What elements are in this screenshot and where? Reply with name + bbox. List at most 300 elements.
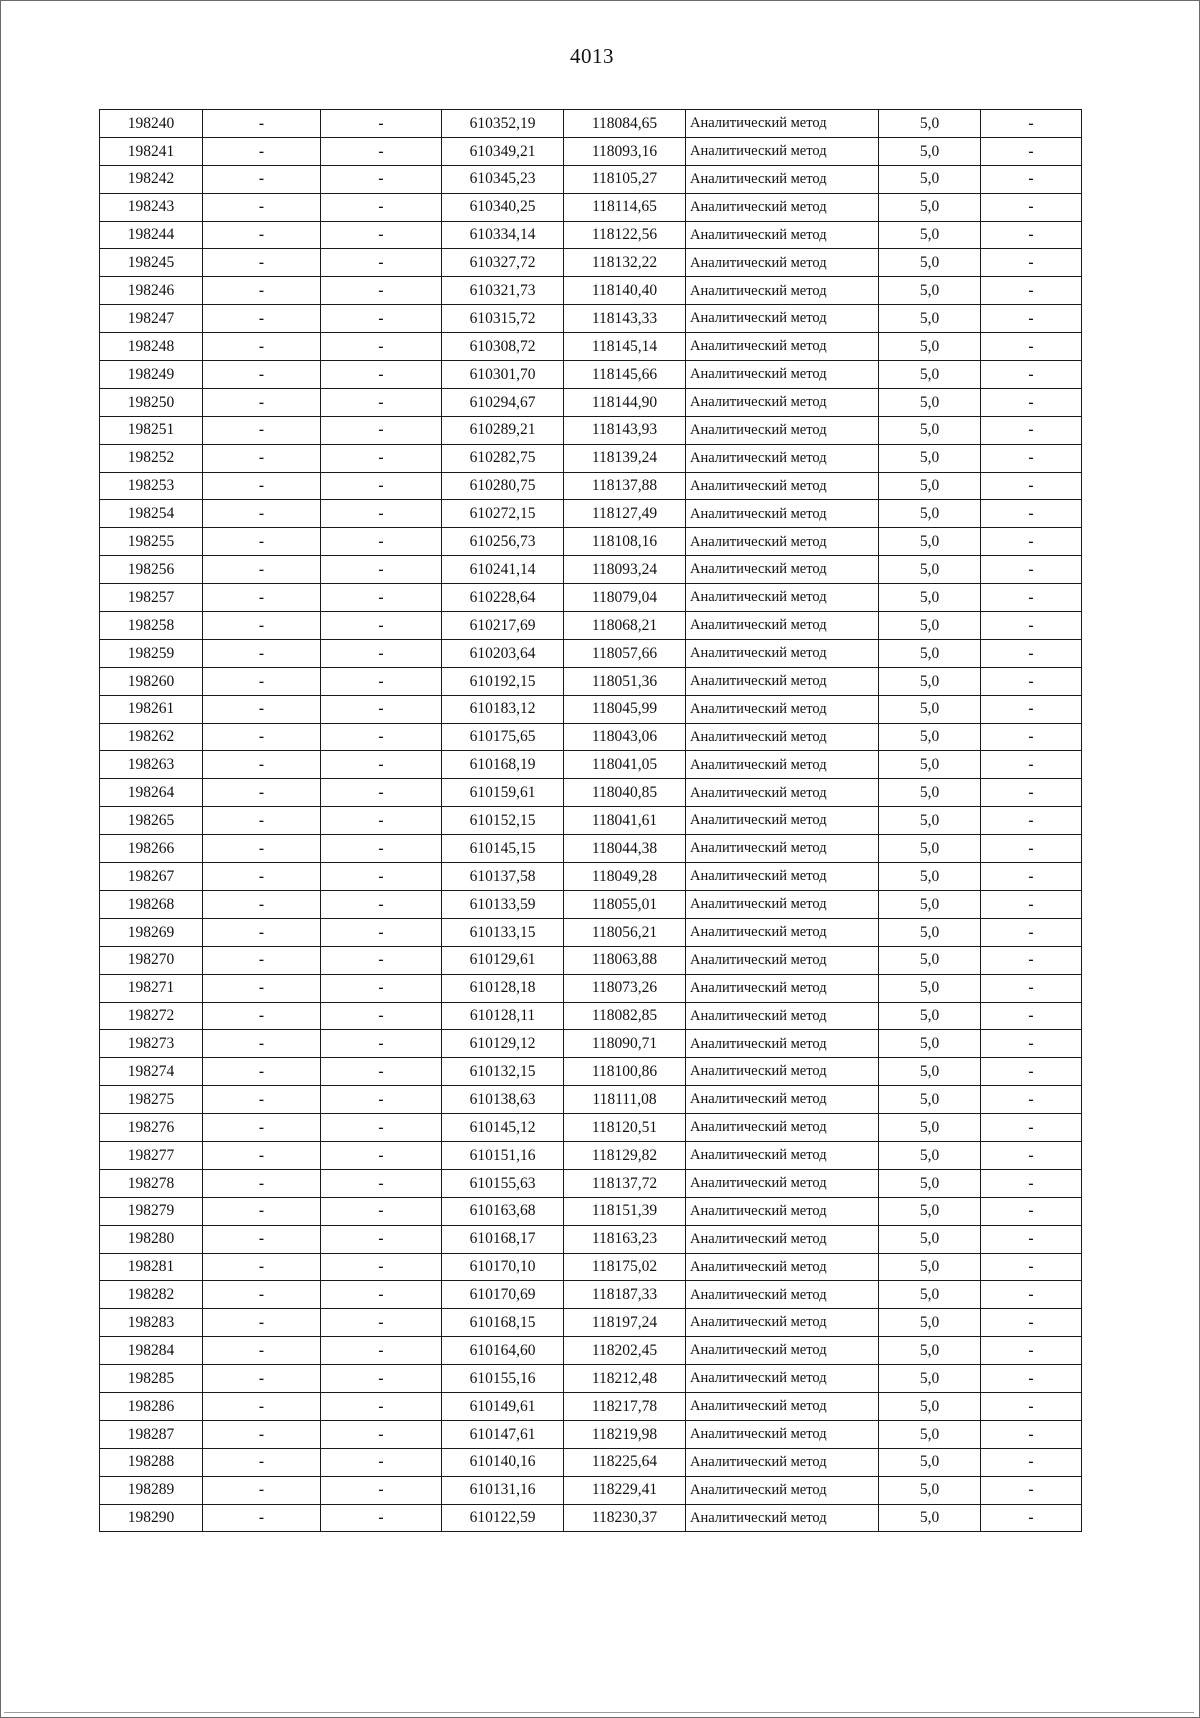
method-cell: Аналитический метод — [686, 249, 879, 277]
dash-cell-c: - — [981, 695, 1082, 723]
dash-cell-c: - — [981, 1114, 1082, 1142]
dash-cell-b: - — [321, 1058, 442, 1086]
table-row — [100, 472, 1082, 500]
dash-cell-b: - — [321, 1476, 442, 1504]
x-coordinate-cell: 610164,60 — [442, 1337, 564, 1365]
accuracy-cell: 5,0 — [879, 416, 981, 444]
dash-cell-a: - — [203, 556, 321, 584]
dash-cell-c: - — [981, 863, 1082, 891]
x-coordinate-cell: 610132,15 — [442, 1058, 564, 1086]
table-row — [100, 137, 1082, 165]
dash-cell-a: - — [203, 1058, 321, 1086]
method-cell: Аналитический метод — [686, 1197, 879, 1225]
dash-cell-c: - — [981, 193, 1082, 221]
y-coordinate-cell: 118219,98 — [564, 1420, 686, 1448]
page-number: 4013 — [570, 44, 614, 68]
dash-cell-b: - — [321, 500, 442, 528]
accuracy-cell: 5,0 — [879, 1392, 981, 1420]
accuracy-cell: 5,0 — [879, 388, 981, 416]
dash-cell-b: - — [321, 1420, 442, 1448]
y-coordinate-cell: 118090,71 — [564, 1030, 686, 1058]
y-coordinate-cell: 118132,22 — [564, 249, 686, 277]
dash-cell-c: - — [981, 110, 1082, 138]
accuracy-cell: 5,0 — [879, 1002, 981, 1030]
table-row — [100, 1253, 1082, 1281]
accuracy-cell: 5,0 — [879, 667, 981, 695]
dash-cell-b: - — [321, 1281, 442, 1309]
accuracy-cell: 5,0 — [879, 1086, 981, 1114]
point-number-cell: 198249 — [100, 361, 203, 389]
dash-cell-c: - — [981, 974, 1082, 1002]
dash-cell-a: - — [203, 667, 321, 695]
dash-cell-a: - — [203, 1476, 321, 1504]
y-coordinate-cell: 118143,93 — [564, 416, 686, 444]
point-number-cell: 198271 — [100, 974, 203, 1002]
x-coordinate-cell: 610147,61 — [442, 1420, 564, 1448]
dash-cell-a: - — [203, 165, 321, 193]
method-cell: Аналитический метод — [686, 890, 879, 918]
x-coordinate-cell: 610272,15 — [442, 500, 564, 528]
dash-cell-b: - — [321, 416, 442, 444]
point-number-cell: 198270 — [100, 946, 203, 974]
dash-cell-c: - — [981, 556, 1082, 584]
dash-cell-a: - — [203, 890, 321, 918]
x-coordinate-cell: 610203,64 — [442, 639, 564, 667]
y-coordinate-cell: 118044,38 — [564, 835, 686, 863]
scan-edge-line — [4, 1712, 1194, 1713]
point-number-cell: 198283 — [100, 1309, 203, 1337]
dash-cell-a: - — [203, 1448, 321, 1476]
dash-cell-a: - — [203, 444, 321, 472]
dash-cell-b: - — [321, 667, 442, 695]
x-coordinate-cell: 610345,23 — [442, 165, 564, 193]
x-coordinate-cell: 610301,70 — [442, 361, 564, 389]
point-number-cell: 198252 — [100, 444, 203, 472]
dash-cell-a: - — [203, 639, 321, 667]
x-coordinate-cell: 610349,21 — [442, 137, 564, 165]
table-row — [100, 110, 1082, 138]
dash-cell-c: - — [981, 361, 1082, 389]
accuracy-cell: 5,0 — [879, 751, 981, 779]
x-coordinate-cell: 610340,25 — [442, 193, 564, 221]
table-row — [100, 1365, 1082, 1393]
method-cell: Аналитический метод — [686, 1114, 879, 1142]
point-number-cell: 198243 — [100, 193, 203, 221]
method-cell: Аналитический метод — [686, 193, 879, 221]
dash-cell-b: - — [321, 165, 442, 193]
dash-cell-a: - — [203, 333, 321, 361]
point-number-cell: 198264 — [100, 779, 203, 807]
table-row — [100, 221, 1082, 249]
method-cell: Аналитический метод — [686, 1448, 879, 1476]
x-coordinate-cell: 610145,12 — [442, 1114, 564, 1142]
table-row — [100, 1225, 1082, 1253]
table-row — [100, 1309, 1082, 1337]
x-coordinate-cell: 610155,63 — [442, 1169, 564, 1197]
dash-cell-c: - — [981, 1002, 1082, 1030]
accuracy-cell: 5,0 — [879, 277, 981, 305]
y-coordinate-cell: 118100,86 — [564, 1058, 686, 1086]
accuracy-cell: 5,0 — [879, 1141, 981, 1169]
dash-cell-a: - — [203, 193, 321, 221]
accuracy-cell: 5,0 — [879, 361, 981, 389]
dash-cell-b: - — [321, 723, 442, 751]
dash-cell-c: - — [981, 500, 1082, 528]
coordinates-table — [99, 109, 1082, 1532]
dash-cell-a: - — [203, 807, 321, 835]
y-coordinate-cell: 118137,88 — [564, 472, 686, 500]
table-row — [100, 612, 1082, 640]
point-number-cell: 198258 — [100, 612, 203, 640]
dash-cell-c: - — [981, 807, 1082, 835]
dash-cell-a: - — [203, 500, 321, 528]
dash-cell-a: - — [203, 472, 321, 500]
x-coordinate-cell: 610282,75 — [442, 444, 564, 472]
method-cell: Аналитический метод — [686, 472, 879, 500]
dash-cell-c: - — [981, 835, 1082, 863]
method-cell: Аналитический метод — [686, 1504, 879, 1532]
accuracy-cell: 5,0 — [879, 639, 981, 667]
point-number-cell: 198277 — [100, 1141, 203, 1169]
dash-cell-a: - — [203, 584, 321, 612]
dash-cell-b: - — [321, 333, 442, 361]
point-number-cell: 198263 — [100, 751, 203, 779]
dash-cell-b: - — [321, 361, 442, 389]
dash-cell-b: - — [321, 137, 442, 165]
x-coordinate-cell: 610138,63 — [442, 1086, 564, 1114]
table-row — [100, 1169, 1082, 1197]
accuracy-cell: 5,0 — [879, 974, 981, 1002]
dash-cell-a: - — [203, 946, 321, 974]
method-cell: Аналитический метод — [686, 918, 879, 946]
method-cell: Аналитический метод — [686, 1281, 879, 1309]
point-number-cell: 198244 — [100, 221, 203, 249]
x-coordinate-cell: 610133,15 — [442, 918, 564, 946]
dash-cell-b: - — [321, 1086, 442, 1114]
dash-cell-c: - — [981, 1309, 1082, 1337]
dash-cell-a: - — [203, 1392, 321, 1420]
dash-cell-b: - — [321, 890, 442, 918]
accuracy-cell: 5,0 — [879, 946, 981, 974]
accuracy-cell: 5,0 — [879, 1114, 981, 1142]
dash-cell-a: - — [203, 1002, 321, 1030]
y-coordinate-cell: 118079,04 — [564, 584, 686, 612]
dash-cell-c: - — [981, 1086, 1082, 1114]
x-coordinate-cell: 610168,19 — [442, 751, 564, 779]
dash-cell-a: - — [203, 1281, 321, 1309]
x-coordinate-cell: 610129,12 — [442, 1030, 564, 1058]
dash-cell-a: - — [203, 1253, 321, 1281]
y-coordinate-cell: 118068,21 — [564, 612, 686, 640]
x-coordinate-cell: 610217,69 — [442, 612, 564, 640]
method-cell: Аналитический метод — [686, 639, 879, 667]
y-coordinate-cell: 118145,14 — [564, 333, 686, 361]
point-number-cell: 198279 — [100, 1197, 203, 1225]
table-row — [100, 500, 1082, 528]
dash-cell-a: - — [203, 1365, 321, 1393]
method-cell: Аналитический метод — [686, 1392, 879, 1420]
point-number-cell: 198267 — [100, 863, 203, 891]
accuracy-cell: 5,0 — [879, 1169, 981, 1197]
table-row — [100, 974, 1082, 1002]
point-number-cell: 198246 — [100, 277, 203, 305]
dash-cell-c: - — [981, 444, 1082, 472]
accuracy-cell: 5,0 — [879, 835, 981, 863]
accuracy-cell: 5,0 — [879, 612, 981, 640]
accuracy-cell: 5,0 — [879, 556, 981, 584]
method-cell: Аналитический метод — [686, 835, 879, 863]
table-row — [100, 277, 1082, 305]
point-number-cell: 198284 — [100, 1337, 203, 1365]
accuracy-cell: 5,0 — [879, 723, 981, 751]
dash-cell-a: - — [203, 751, 321, 779]
dash-cell-a: - — [203, 1141, 321, 1169]
table-row — [100, 667, 1082, 695]
table-row — [100, 946, 1082, 974]
dash-cell-b: - — [321, 1225, 442, 1253]
accuracy-cell: 5,0 — [879, 165, 981, 193]
dash-cell-b: - — [321, 1197, 442, 1225]
dash-cell-c: - — [981, 1476, 1082, 1504]
dash-cell-c: - — [981, 221, 1082, 249]
dash-cell-b: - — [321, 1169, 442, 1197]
y-coordinate-cell: 118051,36 — [564, 667, 686, 695]
accuracy-cell: 5,0 — [879, 528, 981, 556]
dash-cell-a: - — [203, 918, 321, 946]
table-row — [100, 1281, 1082, 1309]
x-coordinate-cell: 610228,64 — [442, 584, 564, 612]
accuracy-cell: 5,0 — [879, 695, 981, 723]
method-cell: Аналитический метод — [686, 779, 879, 807]
dash-cell-c: - — [981, 1504, 1082, 1532]
point-number-cell: 198242 — [100, 165, 203, 193]
dash-cell-a: - — [203, 416, 321, 444]
method-cell: Аналитический метод — [686, 305, 879, 333]
x-coordinate-cell: 610151,16 — [442, 1141, 564, 1169]
method-cell: Аналитический метод — [686, 500, 879, 528]
accuracy-cell: 5,0 — [879, 1309, 981, 1337]
accuracy-cell: 5,0 — [879, 863, 981, 891]
dash-cell-a: - — [203, 305, 321, 333]
dash-cell-b: - — [321, 946, 442, 974]
y-coordinate-cell: 118145,66 — [564, 361, 686, 389]
dash-cell-a: - — [203, 779, 321, 807]
method-cell: Аналитический метод — [686, 1420, 879, 1448]
x-coordinate-cell: 610315,72 — [442, 305, 564, 333]
x-coordinate-cell: 610294,67 — [442, 388, 564, 416]
accuracy-cell: 5,0 — [879, 1476, 981, 1504]
dash-cell-c: - — [981, 1030, 1082, 1058]
dash-cell-a: - — [203, 723, 321, 751]
point-number-cell: 198280 — [100, 1225, 203, 1253]
x-coordinate-cell: 610152,15 — [442, 807, 564, 835]
accuracy-cell: 5,0 — [879, 584, 981, 612]
dash-cell-b: - — [321, 528, 442, 556]
table-row — [100, 1504, 1082, 1532]
dash-cell-a: - — [203, 1030, 321, 1058]
accuracy-cell: 5,0 — [879, 1504, 981, 1532]
method-cell: Аналитический метод — [686, 137, 879, 165]
x-coordinate-cell: 610289,21 — [442, 416, 564, 444]
accuracy-cell: 5,0 — [879, 137, 981, 165]
dash-cell-c: - — [981, 667, 1082, 695]
table-row — [100, 1337, 1082, 1365]
point-number-cell: 198278 — [100, 1169, 203, 1197]
dash-cell-a: - — [203, 528, 321, 556]
accuracy-cell: 5,0 — [879, 807, 981, 835]
method-cell: Аналитический метод — [686, 1169, 879, 1197]
y-coordinate-cell: 118105,27 — [564, 165, 686, 193]
dash-cell-a: - — [203, 1169, 321, 1197]
y-coordinate-cell: 118230,37 — [564, 1504, 686, 1532]
dash-cell-b: - — [321, 221, 442, 249]
point-number-cell: 198287 — [100, 1420, 203, 1448]
dash-cell-c: - — [981, 612, 1082, 640]
dash-cell-c: - — [981, 1169, 1082, 1197]
y-coordinate-cell: 118049,28 — [564, 863, 686, 891]
method-cell: Аналитический метод — [686, 388, 879, 416]
y-coordinate-cell: 118217,78 — [564, 1392, 686, 1420]
accuracy-cell: 5,0 — [879, 305, 981, 333]
table-row — [100, 723, 1082, 751]
dash-cell-b: - — [321, 695, 442, 723]
dash-cell-b: - — [321, 1365, 442, 1393]
y-coordinate-cell: 118129,82 — [564, 1141, 686, 1169]
method-cell: Аналитический метод — [686, 807, 879, 835]
y-coordinate-cell: 118041,61 — [564, 807, 686, 835]
x-coordinate-cell: 610149,61 — [442, 1392, 564, 1420]
table-row — [100, 695, 1082, 723]
accuracy-cell: 5,0 — [879, 221, 981, 249]
y-coordinate-cell: 118144,90 — [564, 388, 686, 416]
y-coordinate-cell: 118143,33 — [564, 305, 686, 333]
dash-cell-a: - — [203, 863, 321, 891]
dash-cell-a: - — [203, 249, 321, 277]
dash-cell-c: - — [981, 639, 1082, 667]
dash-cell-c: - — [981, 165, 1082, 193]
point-number-cell: 198265 — [100, 807, 203, 835]
dash-cell-b: - — [321, 444, 442, 472]
point-number-cell: 198259 — [100, 639, 203, 667]
dash-cell-c: - — [981, 277, 1082, 305]
method-cell: Аналитический метод — [686, 1337, 879, 1365]
method-cell: Аналитический метод — [686, 1030, 879, 1058]
method-cell: Аналитический метод — [686, 1225, 879, 1253]
y-coordinate-cell: 118197,24 — [564, 1309, 686, 1337]
method-cell: Аналитический метод — [686, 946, 879, 974]
point-number-cell: 198268 — [100, 890, 203, 918]
method-cell: Аналитический метод — [686, 1476, 879, 1504]
dash-cell-c: - — [981, 1448, 1082, 1476]
table-row — [100, 1392, 1082, 1420]
dash-cell-a: - — [203, 221, 321, 249]
method-cell: Аналитический метод — [686, 1002, 879, 1030]
x-coordinate-cell: 610175,65 — [442, 723, 564, 751]
point-number-cell: 198241 — [100, 137, 203, 165]
table-row — [100, 1114, 1082, 1142]
dash-cell-c: - — [981, 751, 1082, 779]
dash-cell-a: - — [203, 110, 321, 138]
dash-cell-a: - — [203, 277, 321, 305]
accuracy-cell: 5,0 — [879, 1420, 981, 1448]
accuracy-cell: 5,0 — [879, 193, 981, 221]
method-cell: Аналитический метод — [686, 584, 879, 612]
table-row — [100, 388, 1082, 416]
dash-cell-a: - — [203, 1086, 321, 1114]
accuracy-cell: 5,0 — [879, 1197, 981, 1225]
dash-cell-b: - — [321, 1392, 442, 1420]
dash-cell-a: - — [203, 388, 321, 416]
y-coordinate-cell: 118084,65 — [564, 110, 686, 138]
dash-cell-b: - — [321, 835, 442, 863]
y-coordinate-cell: 118122,56 — [564, 221, 686, 249]
y-coordinate-cell: 118082,85 — [564, 1002, 686, 1030]
dash-cell-c: - — [981, 779, 1082, 807]
method-cell: Аналитический метод — [686, 974, 879, 1002]
dash-cell-c: - — [981, 1225, 1082, 1253]
x-coordinate-cell: 610145,15 — [442, 835, 564, 863]
dash-cell-a: - — [203, 1114, 321, 1142]
dash-cell-b: - — [321, 1253, 442, 1281]
y-coordinate-cell: 118120,51 — [564, 1114, 686, 1142]
point-number-cell: 198276 — [100, 1114, 203, 1142]
dash-cell-b: - — [321, 1114, 442, 1142]
x-coordinate-cell: 610159,61 — [442, 779, 564, 807]
point-number-cell: 198248 — [100, 333, 203, 361]
method-cell: Аналитический метод — [686, 695, 879, 723]
x-coordinate-cell: 610163,68 — [442, 1197, 564, 1225]
x-coordinate-cell: 610128,11 — [442, 1002, 564, 1030]
table-row — [100, 1030, 1082, 1058]
point-number-cell: 198269 — [100, 918, 203, 946]
dash-cell-b: - — [321, 1002, 442, 1030]
dash-cell-b: - — [321, 863, 442, 891]
dash-cell-b: - — [321, 639, 442, 667]
accuracy-cell: 5,0 — [879, 1281, 981, 1309]
dash-cell-b: - — [321, 305, 442, 333]
table-row — [100, 528, 1082, 556]
x-coordinate-cell: 610170,10 — [442, 1253, 564, 1281]
y-coordinate-cell: 118108,16 — [564, 528, 686, 556]
x-coordinate-cell: 610122,59 — [442, 1504, 564, 1532]
y-coordinate-cell: 118111,08 — [564, 1086, 686, 1114]
dash-cell-c: - — [981, 249, 1082, 277]
y-coordinate-cell: 118175,02 — [564, 1253, 686, 1281]
y-coordinate-cell: 118056,21 — [564, 918, 686, 946]
dash-cell-c: - — [981, 333, 1082, 361]
dash-cell-b: - — [321, 193, 442, 221]
table-row — [100, 193, 1082, 221]
dash-cell-a: - — [203, 1337, 321, 1365]
accuracy-cell: 5,0 — [879, 500, 981, 528]
point-number-cell: 198254 — [100, 500, 203, 528]
table-row — [100, 416, 1082, 444]
dash-cell-b: - — [321, 388, 442, 416]
dash-cell-b: - — [321, 472, 442, 500]
y-coordinate-cell: 118063,88 — [564, 946, 686, 974]
dash-cell-a: - — [203, 1309, 321, 1337]
accuracy-cell: 5,0 — [879, 918, 981, 946]
method-cell: Аналитический метод — [686, 361, 879, 389]
dash-cell-a: - — [203, 1504, 321, 1532]
accuracy-cell: 5,0 — [879, 1365, 981, 1393]
accuracy-cell: 5,0 — [879, 1448, 981, 1476]
table-row — [100, 1141, 1082, 1169]
dash-cell-a: - — [203, 1197, 321, 1225]
dash-cell-c: - — [981, 388, 1082, 416]
y-coordinate-cell: 118093,24 — [564, 556, 686, 584]
point-number-cell: 198261 — [100, 695, 203, 723]
